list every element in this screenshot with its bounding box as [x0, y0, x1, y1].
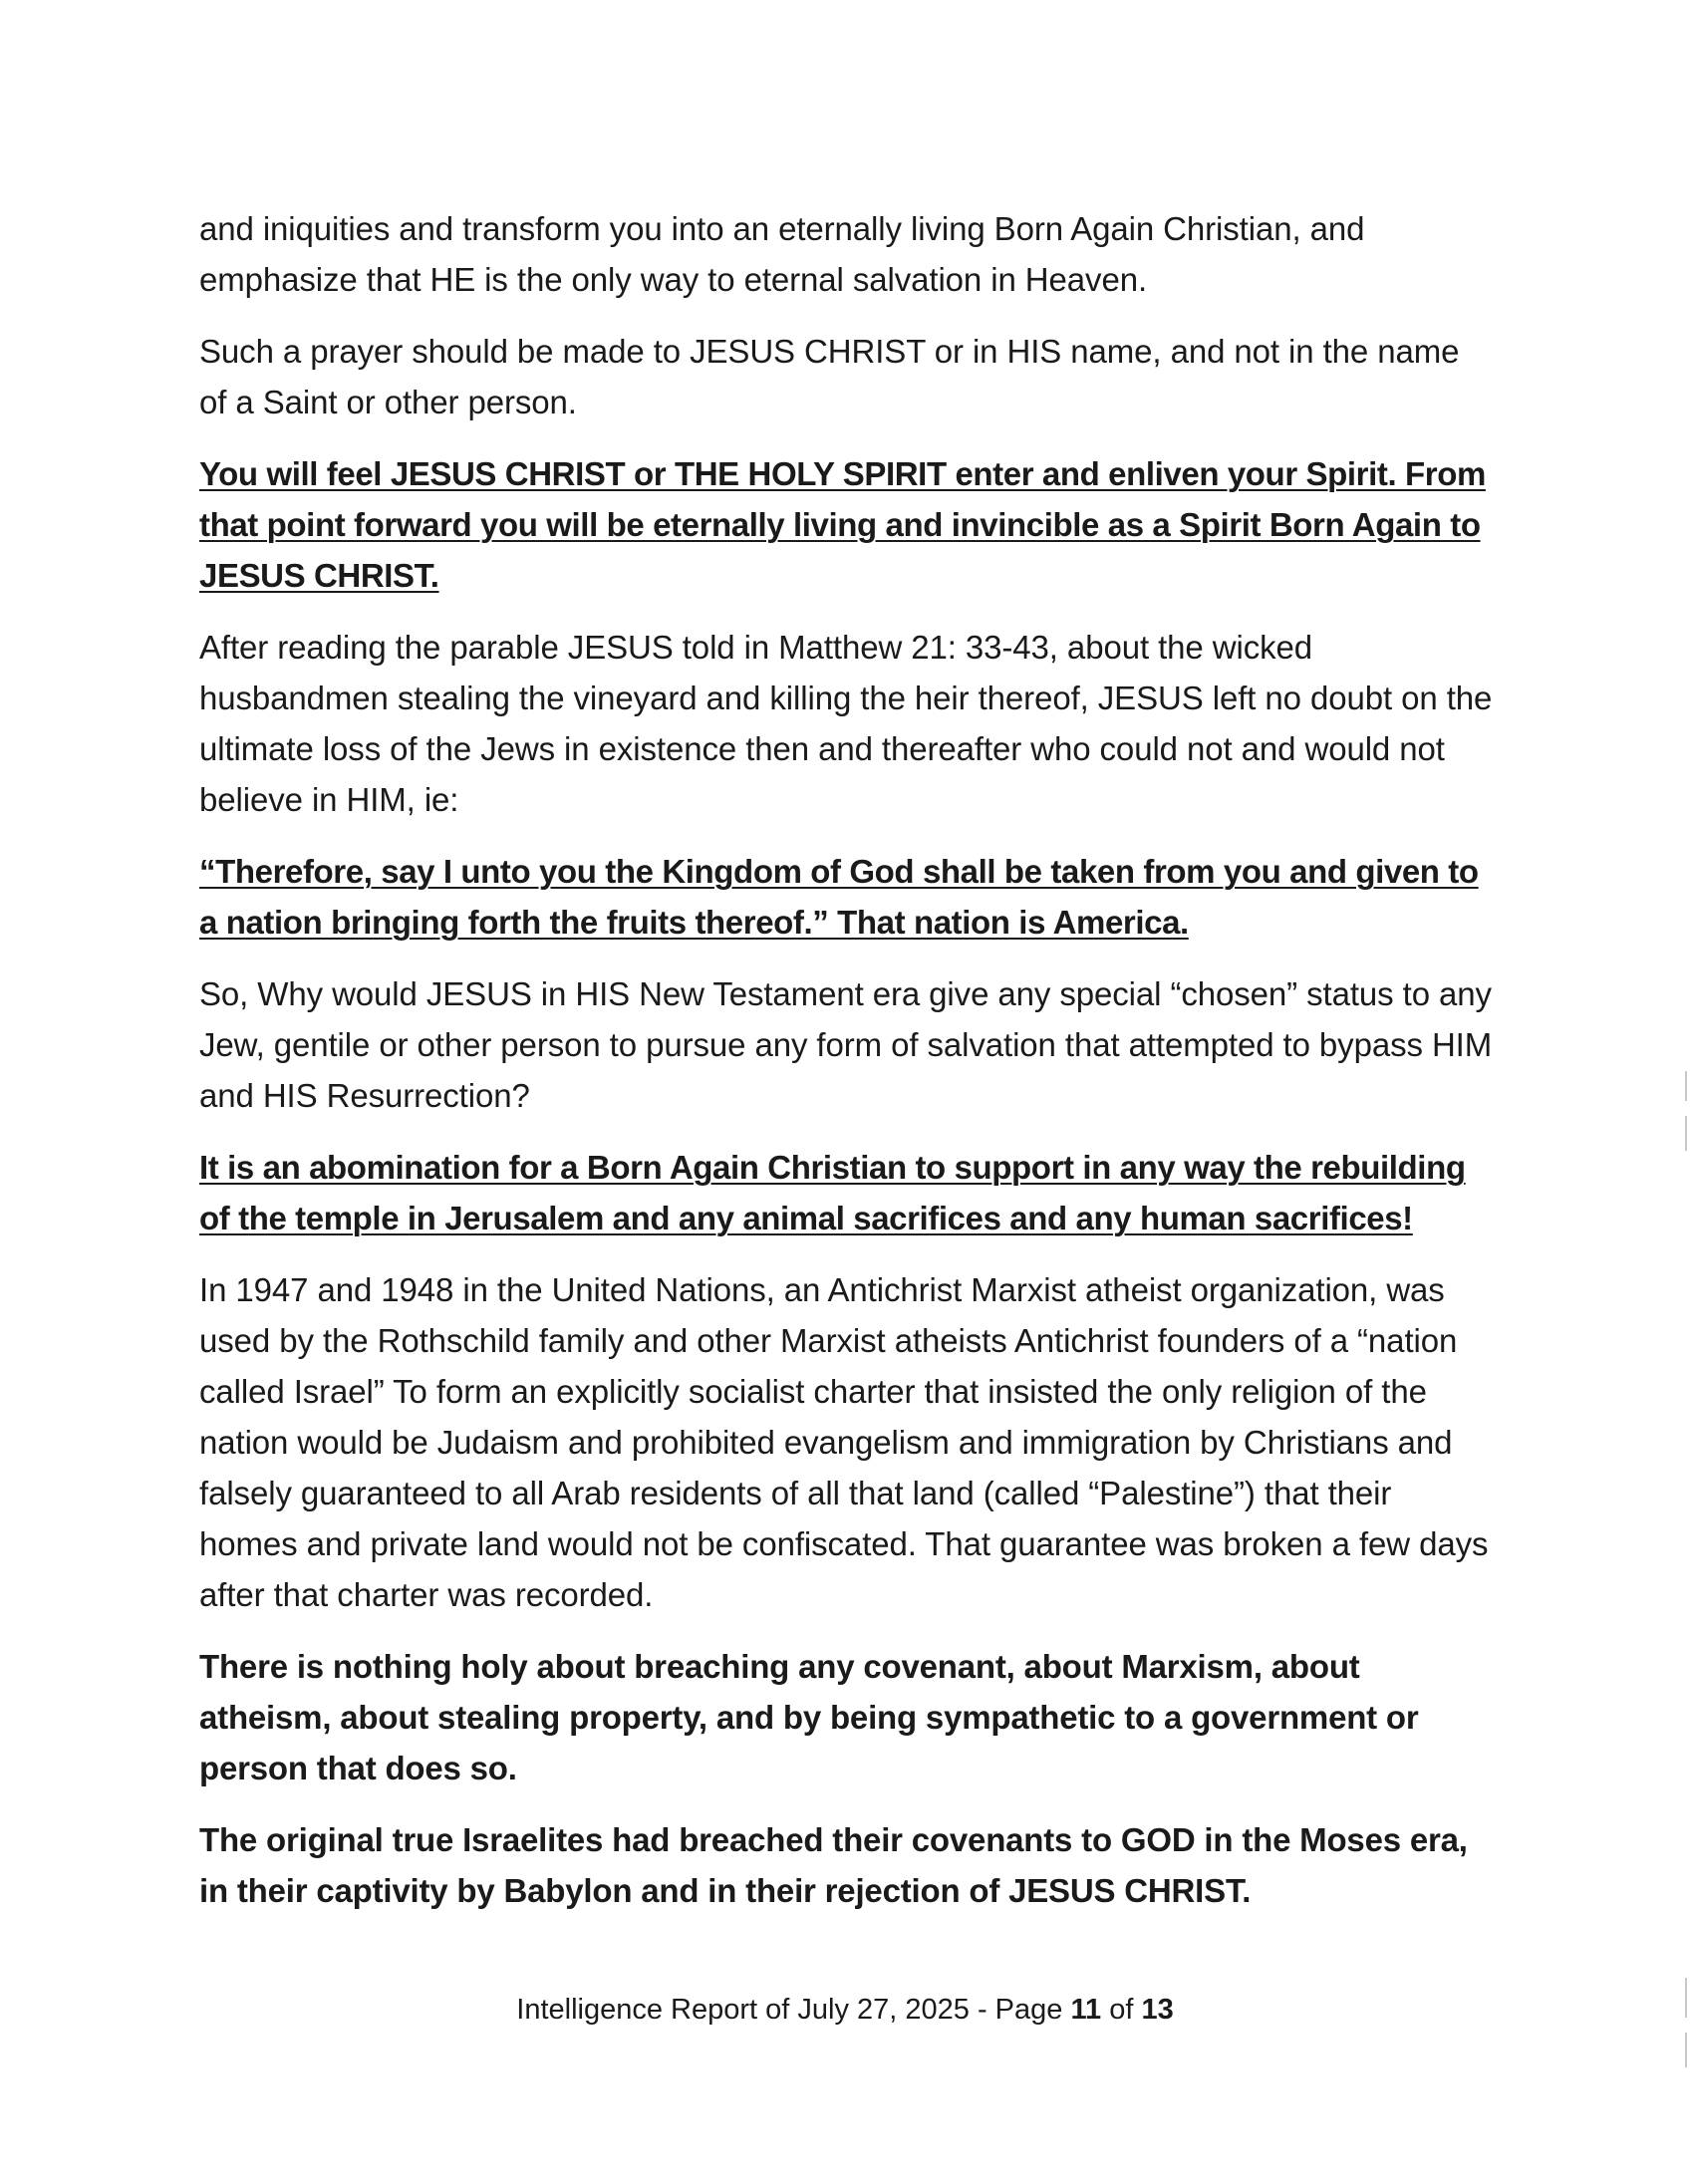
scan-edge-mark	[1685, 1071, 1687, 1101]
scan-edge-mark	[1685, 1116, 1687, 1151]
footer-of-label: of	[1101, 1994, 1142, 2026]
paragraph-united-nations-history: In 1947 and 1948 in the United Nations, an Antichrist Marxist atheist organization, was used by the Rothschild family and other Marxist atheists Antichrist founders of a “nation called Israel” To form an explicitly socialist charter that insisted the only religion of the nation would be Judaism and prohibited evangelism and immigration by Christians and falsely guaranteed to all Arab residents of all that land (called “Palestine”) that their homes and private land would not be confiscated. That guarantee was broken a few days after that charter was recorded.	[199, 1271, 1489, 1613]
document-body	[199, 203, 1495, 1937]
paragraph-kingdom-quote: “Therefore, say I unto you the Kingdom of God shall be taken from you and given to a nation bringing forth the fruits thereof.” That nation is America.	[199, 853, 1479, 941]
scan-edge-mark	[1685, 2033, 1687, 2067]
page-footer	[0, 1990, 1690, 2030]
paragraph-nothing-holy: There is nothing holy about breaching any covenant, about Marxism, about atheism, about stealing property, and by being sympathetic to a government or person that does so.	[199, 1648, 1419, 1786]
scan-edge-mark	[1685, 1978, 1687, 2018]
footer-page-total: 13	[1141, 1994, 1174, 2026]
paragraph-chosen-status-question: So, Why would JESUS in HIS New Testament era give any special “chosen” status to any Jew, gentile or other person to pursue any form of salvation that attempted to bypass HIM and HIS Resurrection?	[199, 975, 1493, 1114]
footer-report-label: Intelligence Report of July 27, 2025 - Page	[516, 1994, 1071, 2026]
paragraph-matthew-parable: After reading the parable JESUS told in Matthew 21: 33-43, about the wicked husbandmen stealing the vineyard and killing the heir thereof, JESUS left no doubt on the ultimate loss of the Jews in existence then and thereafter who could not and would not believe in HIM, ie:	[199, 629, 1493, 818]
paragraph-original-israelites: The original true Israelites had breached their covenants to GOD in the Moses era, in their captivity by Babylon and in their rejection of JESUS CHRIST.	[199, 1821, 1468, 1909]
paragraph-abomination-emphasis: It is an abomination for a Born Again Christian to support in any way the rebuilding of the temple in Jerusalem and any animal sacrifices and any human sacrifices!	[199, 1149, 1466, 1236]
paragraph-prayer-instruction: Such a prayer should be made to JESUS CHRIST or in HIS name, and not in the name of a Saint or other person.	[199, 333, 1460, 420]
paragraph-salvation-continuation: and iniquities and transform you into an eternally living Born Again Christian, and emphasize that HE is the only way to eternal salvation in Heaven.	[199, 210, 1365, 298]
paragraph-holy-spirit-emphasis: You will feel JESUS CHRIST or THE HOLY SPIRIT enter and enliven your Spirit. From that point forward you will be eternally living and invincible as a Spirit Born Again to JESUS CHRIST.	[199, 455, 1486, 594]
footer-page-number: 11	[1070, 1994, 1102, 2026]
